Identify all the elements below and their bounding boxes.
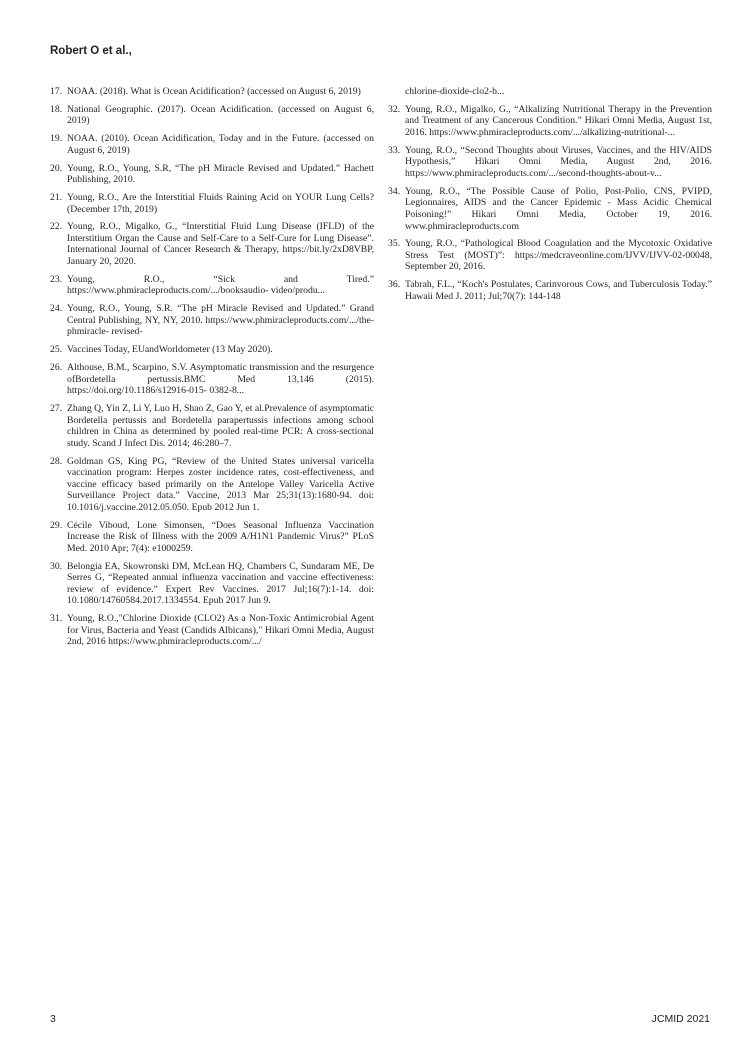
reference-number: 29.: [50, 519, 63, 531]
reference-number: 27.: [50, 402, 63, 414]
reference-item: [388, 186, 712, 232]
reference-item: [388, 104, 712, 139]
reference-item: [50, 274, 374, 297]
reference-text: Belongia EA, Skowronski DM, McLean HQ, Chambers C, Sundaram ME, De Serres G, “Repeated annual influenza vaccination and vaccine effectiveness: review of evidence.” Expert Rev Vaccines. 2017 Jul;16(7):1-14. doi: 10.1080/14760584.2017.1334554. Epub 2017 Jun 9.: [67, 560, 374, 607]
reference-continuation: chlorine-dioxide-clo2-b...: [405, 86, 505, 97]
reference-item: [50, 303, 374, 338]
reference-text: Vaccines Today, EUandWorldometer (13 May 2020).: [67, 344, 273, 356]
reference-number: 21.: [50, 191, 63, 203]
reference-text: Young, R.O., “Second Thoughts about Viruses, Vaccines, and the HIV/AIDS Hypothesis,” Hikari Omni Media, August 2nd, 2016. https://www.phmiracleproducts.com/.../second-thoughts-about-v...: [405, 144, 712, 179]
reference-item: [50, 86, 374, 98]
reference-text: National Geographic. (2017). Ocean Acidification. (accessed on August 6, 2019): [67, 103, 374, 127]
reference-number: 33.: [388, 144, 401, 156]
reference-number: 32.: [388, 103, 401, 115]
reference-text: Young, R.O., Young, S.R. “The pH Miracle Revised and Updated.” Grand Central Publishing, NY, NY, 2010. https://www.phmiracleproducts.com/.../the-phmiracle- revised-: [67, 303, 374, 338]
reference-number: 31.: [50, 613, 63, 625]
reference-number: 18.: [50, 103, 63, 115]
reference-item: [50, 344, 374, 356]
reference-text: Young, R.O., Migalko, G., “Alkalizing Nutritional Therapy in the Prevention and Treatment of any Cancerous Condition.” Hikari Omni Media, August 1st, 2016. https://www.phmiracleproducts.com/.../alkalizing-nutritional-...: [405, 103, 712, 138]
reference-text: Young, R.O.,"Chlorine Dioxide (CLO2) As a Non-Toxic Antimicrobial Agent for Virus, Bacteria and Yeast (Candids Albicans)," Hikari Omni Media, August 2nd, 2016 https://www.phmiracleproducts.com/.../: [67, 613, 374, 648]
reference-number: 36.: [388, 279, 401, 291]
reference-number: 34.: [388, 185, 401, 197]
reference-text: Zhang Q, Yin Z, Li Y, Luo H, Shao Z, Gao Y, et al.Prevalence of asymptomatic Bordetella pertussis and Bordetella parapertussis infections among school children in China as determined by pooled real-time PCR: A cross-sectional study. Scand J Infect Dis. 2014; 46:280–7.: [67, 402, 374, 449]
reference-text: Young, R.O., Migalko, G., “Interstitial Fluid Lung Disease (IFLD) of the Interstitium Organ the Cause and Self-Care to a Self-Cure for Lung Disease”. International Journal of Cancer Research & Therapy, https://bit.ly/2xD8VBP, January 20, 2020.: [67, 221, 374, 268]
reference-text: NOAA. (2018). What is Ocean Acidification? (accessed on August 6, 2019): [67, 86, 361, 97]
reference-text: Goldman GS, King PG, “Review of the United States universal varicella vaccination program: Herpes zoster incidence rates, cost-effectiveness, and vaccine efficacy based primarily on the Antelope Valley Varicella Active Surveillance Project data.” Vaccine, 2013 Mar 25;31(13):1680-94. doi: 10.1016/j.vaccine.2012.05.050. Epub 2012 Jun 1.: [67, 455, 374, 513]
reference-text: Cécile Viboud, Lone Simonsen, “Does Seasonal Influenza Vaccination Increase the Risk of Illness with the 2009 A/H1N1 Pandemic Virus?” PLoS Med. 2010 Apr; 7(4): e1000259.: [67, 519, 374, 554]
page-number: 3: [50, 1013, 56, 1025]
reference-item: [50, 192, 374, 215]
reference-item: [50, 163, 374, 186]
references-left-column: [50, 86, 374, 654]
reference-text: Althouse, B.M., Scarpino, S.V. Asymptomatic transmission and the resurgence ofBordetella pertussis.BMC Med 13,146 (2015). https://doi.org/10.1186/s12916-015- 0382-8...: [67, 361, 374, 397]
reference-item: [50, 613, 374, 648]
reference-item: [388, 279, 712, 302]
references-right-column: [388, 86, 712, 309]
reference-text: Tabrah, F.L., “Koch's Postulates, Carinvorous Cows, and Tuberculosis Today.” Hawaii Med J. 2011; Jul;70(7): 144-148: [405, 279, 712, 302]
reference-item: [50, 403, 374, 449]
reference-item: [50, 133, 374, 156]
reference-item: [388, 238, 712, 273]
reference-number: 22.: [50, 221, 63, 233]
reference-number: 23.: [50, 273, 63, 285]
reference-number: 30.: [50, 560, 63, 572]
reference-text: Young, R.O., “Sick and Tired.” https://www.phmiracleproducts.com/.../booksaudio- video/produ...: [67, 273, 374, 297]
reference-number: 35.: [388, 238, 401, 250]
reference-item: [50, 221, 374, 267]
reference-item: [50, 104, 374, 127]
reference-number: 20.: [50, 162, 63, 174]
reference-text: Young, R.O., Young, S.R, “The pH Miracle Revised and Updated.” Hachett Publishing, 2010.: [67, 162, 374, 186]
reference-text: NOAA. (2010). Ocean Acidification, Today and in the Future. (accessed on August 6, 2019): [67, 133, 374, 156]
reference-number: 17.: [50, 86, 63, 97]
reference-number: 19.: [50, 133, 63, 145]
running-head: Robert O et al.,: [50, 45, 132, 57]
reference-item: [388, 145, 712, 180]
reference-item: [50, 362, 374, 397]
reference-text: Young, R.O., Are the Interstitial Fluids Raining Acid on YOUR Lung Cells? (December 17th, 2019): [67, 191, 374, 215]
journal-footer: JCMID 2021: [651, 1013, 710, 1025]
reference-item: [50, 456, 374, 514]
reference-text: Young, R.O., “Pathological Blood Coagulation and the Mycotoxic Oxidative Stress Test (MOST)”: https://medcraveonline.com/IJVV/IJVV-02-00048, September 20, 2016.: [405, 238, 712, 273]
reference-number: 25.: [50, 344, 63, 356]
reference-number: 26.: [50, 361, 63, 373]
reference-number: 24.: [50, 303, 63, 315]
reference-item: [50, 520, 374, 555]
reference-item: [50, 561, 374, 607]
reference-number: 28.: [50, 455, 63, 467]
reference-text: Young, R.O., “The Possible Cause of Polio, Post-Polio, CNS, PVIPD, Legionnaires, AIDS and the Cancer Epidemic - Mass Acidic Chemical Poisoning!” Hikari Omni Media, October 19, 2016. www.phmiracleproducts.com: [405, 185, 712, 232]
